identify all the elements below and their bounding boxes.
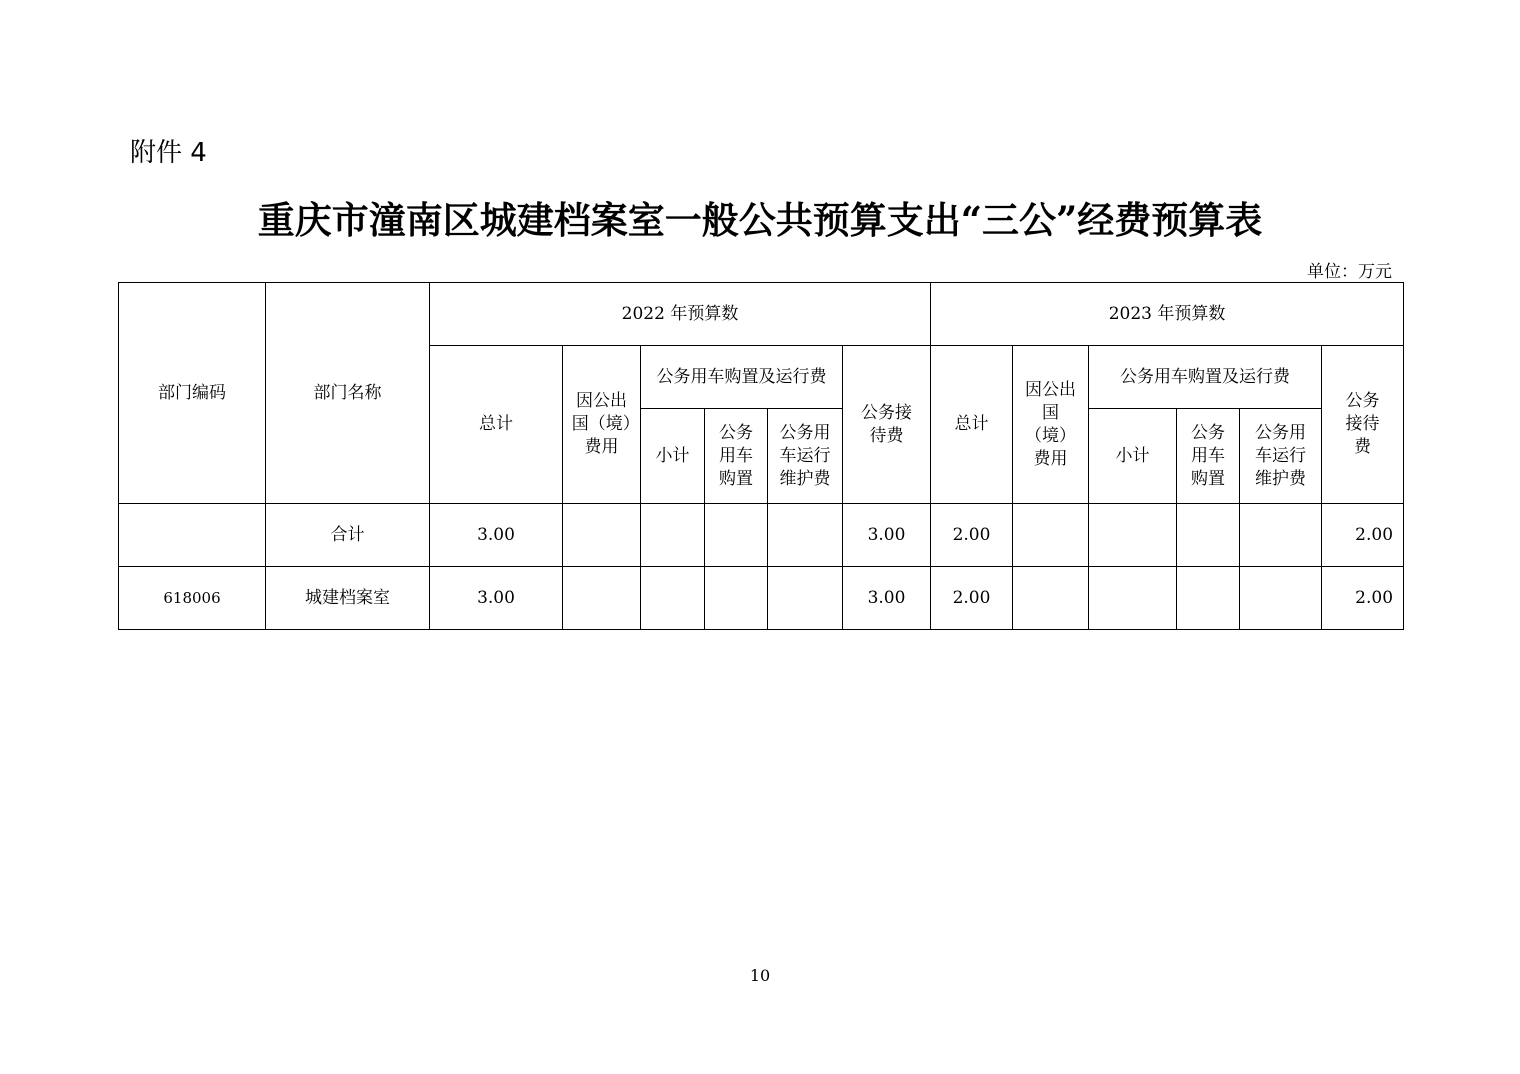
table-row [119, 504, 1404, 567]
cell-2022-subtotal [641, 504, 705, 567]
header-2022-reception: 公务接待费 [843, 346, 931, 504]
cell-2022-subtotal [641, 567, 705, 630]
attachment-label: 附件 4 [130, 138, 207, 168]
header-2022-subtotal: 小计 [641, 409, 705, 504]
budget-table [118, 282, 1404, 630]
cell-2022-purchase [705, 504, 768, 567]
cell-2023-reception: 2.00 [1322, 504, 1404, 567]
header-2023-total: 总计 [931, 346, 1013, 504]
header-2022-vehicle: 公务用车购置及运行费 [641, 346, 843, 409]
cell-2022-reception: 3.00 [843, 504, 931, 567]
cell-2023-abroad [1013, 504, 1089, 567]
header-dept-name: 部门名称 [266, 283, 430, 504]
cell-dept-code [119, 504, 266, 567]
header-2023-subtotal: 小计 [1089, 409, 1177, 504]
header-2023-reception: 公务接待费 [1322, 346, 1404, 504]
cell-2022-reception: 3.00 [843, 567, 931, 630]
header-2023-vehicle-maintenance: 公务用车运行维护费 [1240, 409, 1322, 504]
header-2023-vehicle: 公务用车购置及运行费 [1089, 346, 1322, 409]
cell-2023-purchase [1177, 567, 1240, 630]
cell-2023-purchase [1177, 504, 1240, 567]
header-2022-total: 总计 [430, 346, 563, 504]
cell-dept-name: 城建档案室 [266, 567, 430, 630]
cell-2022-abroad [563, 567, 641, 630]
header-2023-vehicle-purchase: 公务用车购置 [1177, 409, 1240, 504]
cell-2023-total: 2.00 [931, 504, 1013, 567]
header-2022-vehicle-maintenance: 公务用车运行维护费 [768, 409, 843, 504]
table-row [119, 567, 1404, 630]
cell-2022-abroad [563, 504, 641, 567]
cell-2022-maintenance [768, 567, 843, 630]
cell-2022-purchase [705, 567, 768, 630]
header-year-2023: 2023 年预算数 [931, 283, 1404, 346]
cell-2023-subtotal [1089, 567, 1177, 630]
header-2023-abroad: 因公出国（境）费用 [1013, 346, 1089, 504]
cell-2023-reception: 2.00 [1322, 567, 1404, 630]
header-2022-vehicle-purchase: 公务用车购置 [705, 409, 768, 504]
cell-2023-maintenance [1240, 567, 1322, 630]
cell-2022-maintenance [768, 504, 843, 567]
cell-2023-subtotal [1089, 504, 1177, 567]
cell-2023-abroad [1013, 567, 1089, 630]
header-year-2022: 2022 年预算数 [430, 283, 931, 346]
unit-label: 单位：万元 [1307, 262, 1392, 282]
cell-2023-maintenance [1240, 504, 1322, 567]
page-number: 10 [749, 966, 771, 985]
header-dept-code: 部门编码 [119, 283, 266, 504]
cell-2023-total: 2.00 [931, 567, 1013, 630]
cell-2022-total: 3.00 [430, 567, 563, 630]
cell-dept-name: 合计 [266, 504, 430, 567]
cell-dept-code: 618006 [119, 567, 266, 630]
cell-2022-total: 3.00 [430, 504, 563, 567]
page-title: 重庆市潼南区城建档案室一般公共预算支出“三公”经费预算表 [257, 198, 1263, 242]
header-2022-abroad: 因公出国（境）费用 [563, 346, 641, 504]
